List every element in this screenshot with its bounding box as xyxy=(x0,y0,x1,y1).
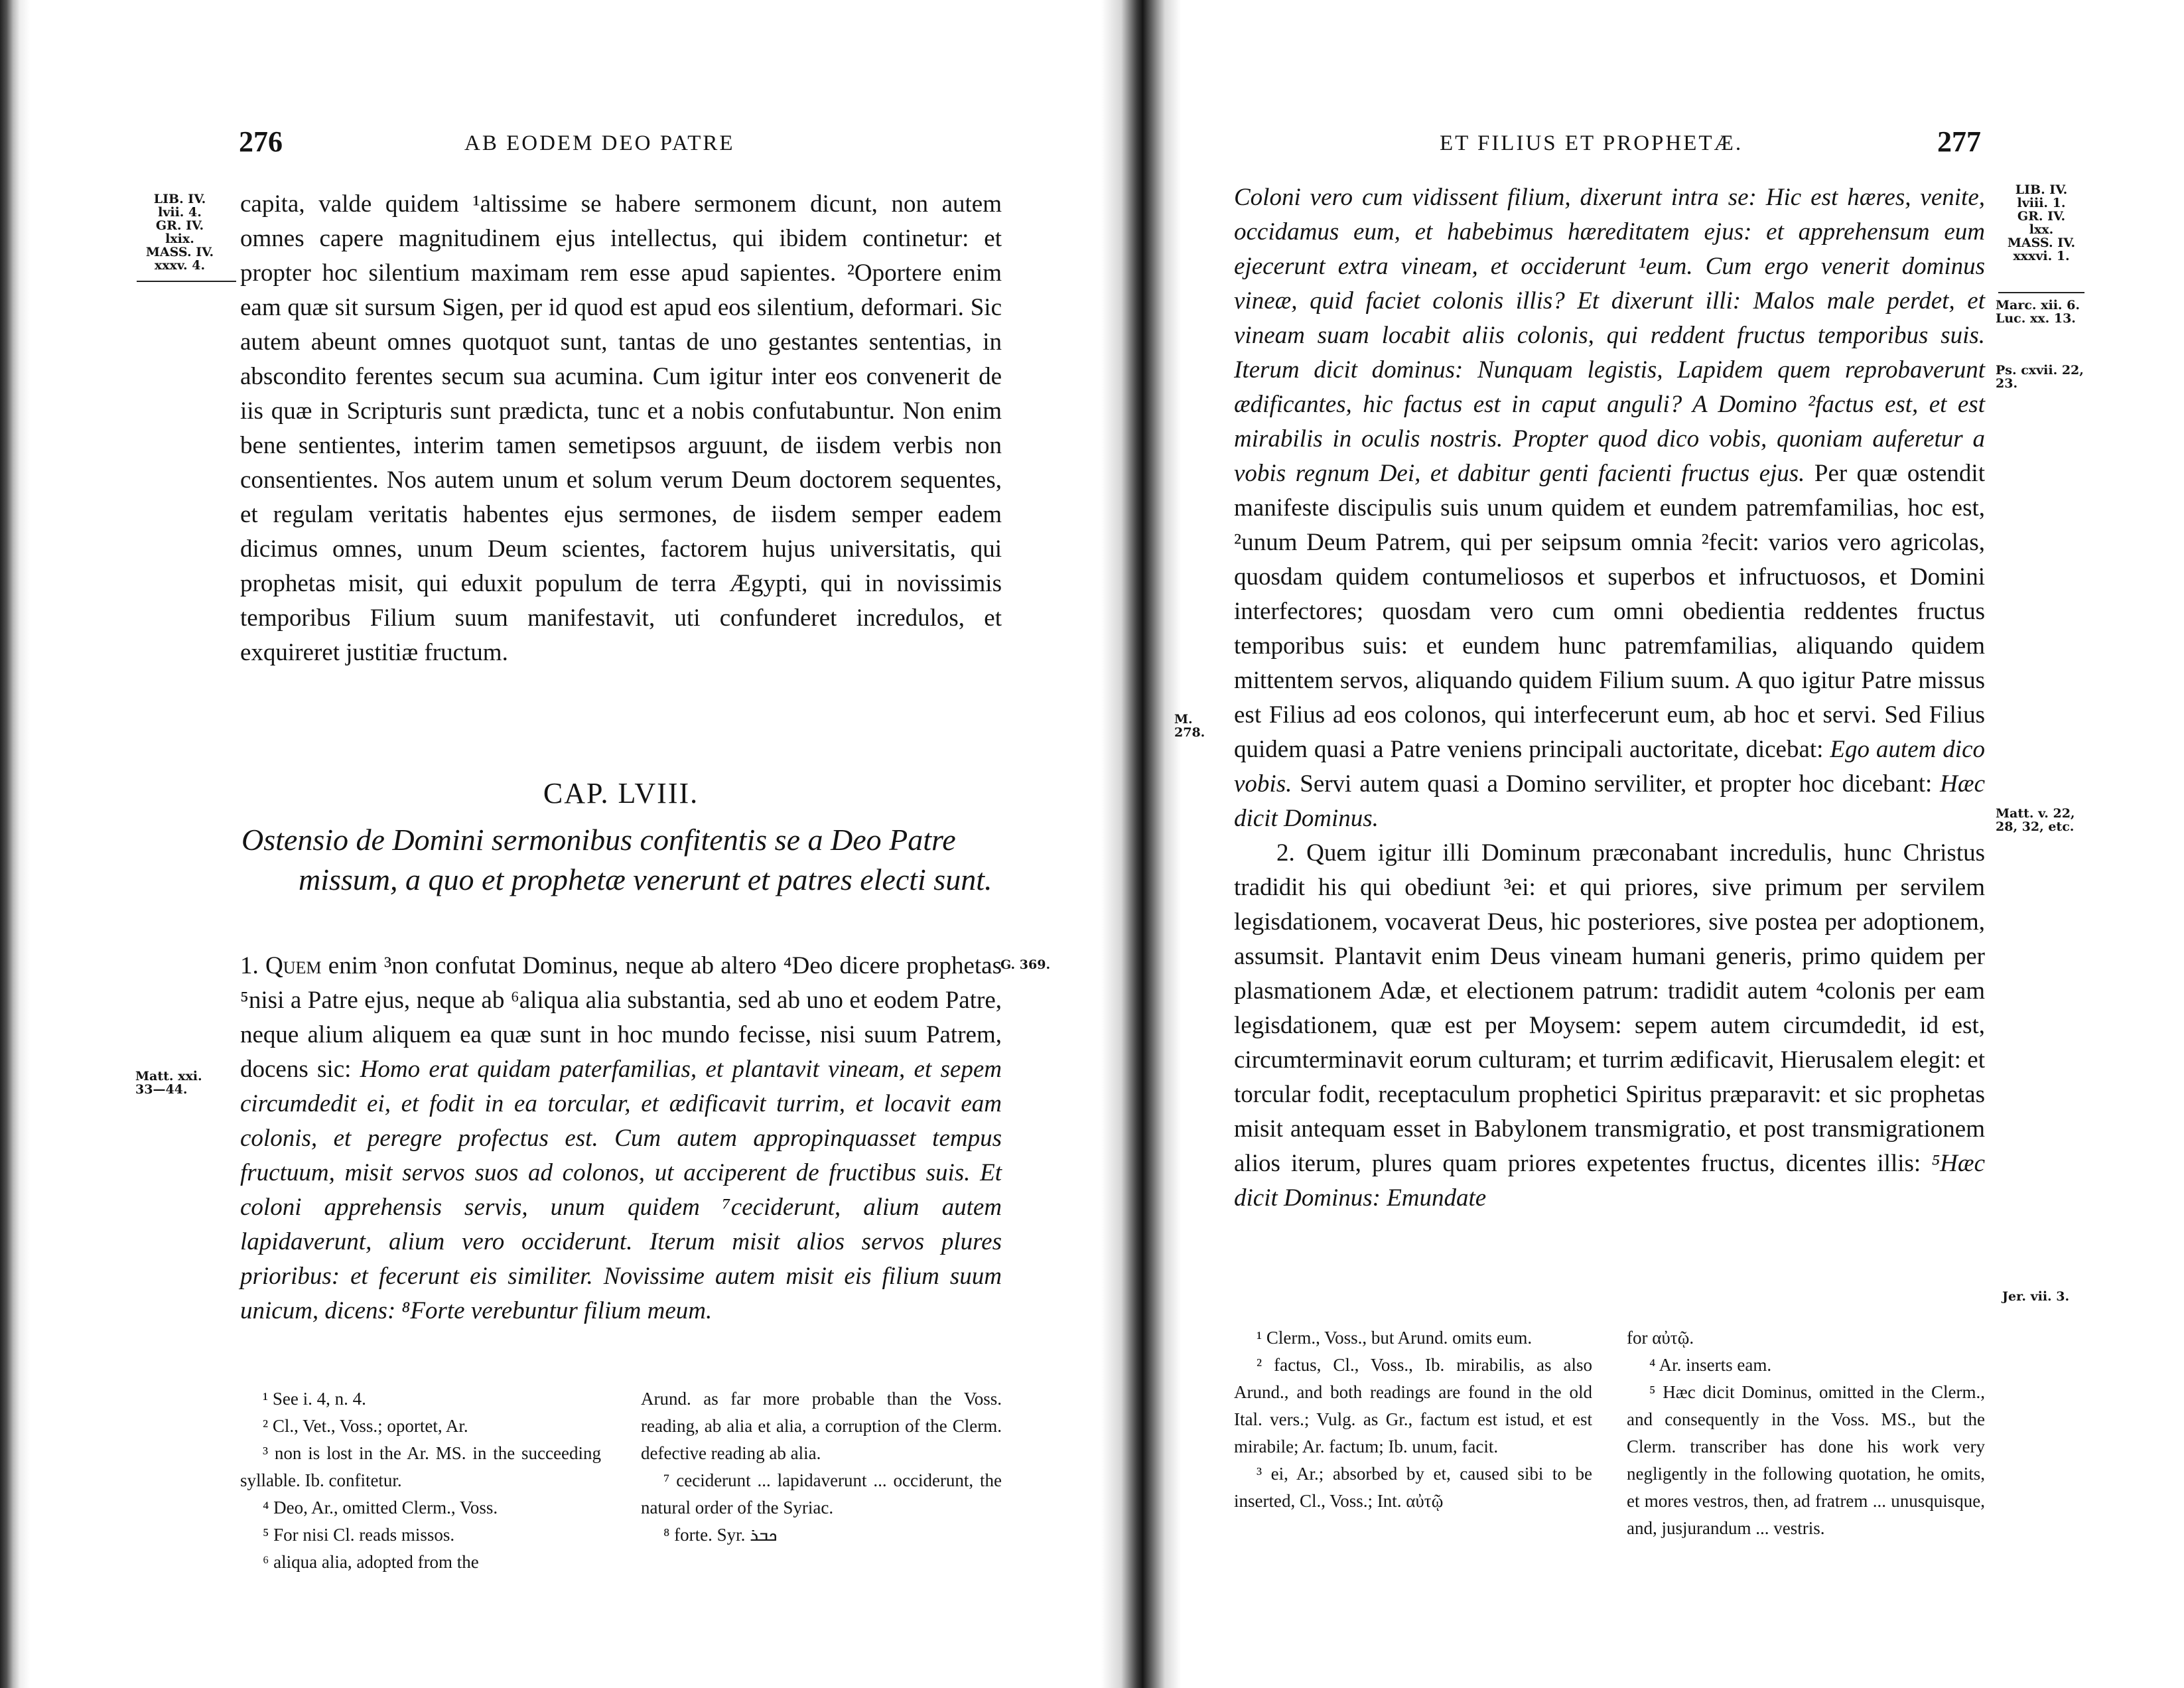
footnote: ¹ See i. 4, n. 4. xyxy=(263,1389,366,1409)
section-text: Quem igitur illi Dominum præconabant incredulis, hunc Christus tradidit his qui obediunt ³ei: et qui priores, sive primum per servilem legisdationem, vocaverat Deus, hic posteriores, sive postea per adoptionem, assumsit. Plantavit enim Deus vineam humani generis, primo quidem per plasmationem Adæ, et electionem patrum: tradidit autem ⁴colonis per eam legisdationem, quæ est per Moysem: sepem autem circumdedit, id est, circumterminavit eorum culturam; et turrim ædificavit, Hierusalem elegit: et torcular fodit, receptaculum prophetici Spiritus præparavit: et sic prophetas misit antequam esset in Babylonem transmigratio, et post transmigrationem alios iterum, plures quam priores expetentes fructus, dicentes illis: xyxy=(1234,839,1985,1177)
footnote: ⁴ Ar. inserts eam. xyxy=(1649,1355,1772,1375)
parable-quotation: Homo erat quidam paterfamilias, et plantavit vineam, et sepem circumdedit ei, et fodit in ea torcular, et ædificavit turrim, et locavit eam colonis, et peregre profectus est. Cum autem appropinquasset tempus fructuum, misit servos suos ad colonos, ut acciperent de fructibus suis. Et coloni apprehensis servis, unum quidem ⁷ceciderunt, alium autem lapidaverunt, alium vero occiderunt. Iterum misit alios servos plures prioribus: et fecerunt eis similiter. Novissime autem misit eis filium suum unicum, dicens: ⁸Forte verebuntur filium meum. xyxy=(240,1056,1002,1324)
footnote: ⁸ forte. Syr. ܟܒܪ xyxy=(663,1525,778,1545)
quotation: Hæc dicit Dominus. xyxy=(1234,770,1985,832)
section-2 xyxy=(1234,836,1985,1216)
footnote: ⁶ aliqua alia, adopted from the xyxy=(263,1552,479,1572)
footnote: for αὐτῷ. xyxy=(1627,1328,1694,1348)
footnote: ⁵ Hæc dicit Dominus, omitted in the Clerm., and consequently in the Voss. MS., but the Clerm. transcriber has done his work very negligently in the following quotation, he omits, et mores vestros, then, ad fratrem ... unusquisque, and, jusjurandum ... vestris. xyxy=(1627,1382,1985,1538)
section-number: 1. xyxy=(240,952,259,979)
margin-reference: LIB. IV. lviii. 1. GR. IV. lxx. MASS. IV. xxxvi. 1. xyxy=(2007,182,2076,263)
footnote: ³ non is lost in the Ar. MS. in the succeeding syllable. Ib. confitetur. xyxy=(240,1443,601,1490)
margin-reference: G. 369. xyxy=(1000,957,1051,972)
margin-rule xyxy=(137,281,236,282)
footnotes-column-2 xyxy=(1627,1324,1985,1542)
footnote: ⁵ For nisi Cl. reads missos. xyxy=(263,1525,455,1545)
running-head: AB EODEM DEO PATRE xyxy=(464,131,735,155)
margin-reference: Marc. xii. 6. Luc. xx. 13. xyxy=(1996,298,2080,326)
quotation: ⁵Hæc dicit Dominus: Emundate xyxy=(1234,1150,1985,1212)
chapter-title: Ostensio de Domini sermonibus confitentis se a Deo Patre missum, a quo et prophetæ venerunt et patres electi sunt. xyxy=(241,823,992,896)
running-head: ET FILIUS ET PROPHETÆ. xyxy=(1440,131,1743,155)
page-number: 276 xyxy=(239,125,283,158)
margin-reference: M. 278. xyxy=(1174,712,1205,740)
margin-reference: Matt. v. 22, 28, 32, etc. xyxy=(1996,806,2075,834)
paragraph-text: capita, valde quidem ¹altissime se habere sermonem dicunt, non autem omnes capere magnitudinem ejus intellectus, qui ibidem continetur: et propter hoc silentium maximam rem esse apud sapientes. ²Oportere enim eam quæ sit sursum Sigen, per id quod est apud eos silentium, deformari. Sic autem abeunt omnes quotquot sunt, tantas de uno gestantes sententias, in abscondito ferentes secum sua acumina. Cum igitur inter eos convenerit de iis quæ in Scripturis sunt prædicta, tunc et a nobis confutabuntur. Non enim bene sentientes, interim tamen semetipsos arguunt, de iisdem verbis non consentientes. Nos autem unum et solum verum Deum doctorem sequentes, et regulam veritatis habentes ejus sermones, de iisdem semper eadem dicimus omnes, unum Deum scientes, factorem hujus universitatis, qui prophetas misit, qui eduxit populum de terra Ægypti, qui in novissimis temporibus Filium suum manifestavit, uti confunderet incredulos, et exquireret justitiæ fructum. xyxy=(240,190,1002,666)
footnotes-column-1 xyxy=(1234,1324,1592,1515)
section-lead-word: Quem xyxy=(265,952,322,979)
book-gutter xyxy=(1101,0,1181,1688)
footnote: ² factus, Cl., Voss., Ib. mirabilis, as also Arund., and both readings are found in the old Ital. vers.; Vulg. as Gr., factum est istud, et est mirabile; Ar. factum; Ib. unum, facit. xyxy=(1234,1355,1592,1456)
footnote: ³ ei, Ar.; absorbed by et, caused sibi to be inserted, Cl., Voss.; Int. αὐτῷ xyxy=(1234,1464,1592,1511)
parable-quotation: Coloni vero cum vidissent filium, dixerunt intra se: Hic est hæres, venite, occidamus eum, et habebimus hæreditatem ejus: et apprehensum eum ejecerunt extra vineam, et occiderunt ¹eum. Cum ergo venerit dominus vineæ, quid faciet colonis illis? Et dixerunt illi: Malos male perdet, et vineam suam locabit aliis colonis, qui reddent fructus temporibus suis. Iterum dicit dominus: Nunquam legistis, Lapidem quem reprobaverunt ædificantes, hic factus est in caput anguli? A Domino ²factus est, et est mirabilis in oculis nostris. Propter quod dico vobis, quoniam auferetur a vobis regnum Dei, et dabitur genti facienti fructus ejus. xyxy=(1234,184,1985,487)
page-number: 277 xyxy=(1937,125,1981,158)
section-number: 2. xyxy=(1276,839,1295,867)
commentary-text: Servi autem quasi a Domino serviliter, et propter hoc dicebant: xyxy=(1292,770,1941,798)
footnotes-column-2 xyxy=(641,1385,1002,1549)
footnote: ⁷ ceciderunt ... lapidaverunt ... occiderunt, the natural order of the Syriac. xyxy=(641,1470,1002,1517)
margin-rule xyxy=(1998,292,2084,293)
footnote: Arund. as far more probable than the Voss. reading, ab alia et alia, a corruption of the Clerm. defective reading ab alia. xyxy=(641,1389,1002,1463)
commentary-text: Per quæ ostendit manifeste discipulis suis unum quidem et eundem patremfamilias, hoc est, ²unum Deum Patrem, qui per seipsum omnia ²fecit: varios vero agricolas, quosdam quidem contumeliosos et superbos et infructuosos, et Domini interfectores; quosdam vero cum omni obedientia reddentes fructus temporibus suis: et eundem hunc patremfamilias, aliquando quidem mittentem servos, aliquando quidem Filium suum. A quo igitur Patre missus est Filius ad eos colonos, qui interfecerunt eum, ab hoc et servi. Sed Filius quidem quasi a Patre veniens principali auctoritate, dicebat: xyxy=(1234,460,1985,763)
footnotes-column-1 xyxy=(240,1385,601,1576)
opening-paragraph xyxy=(240,187,1002,670)
section-1 xyxy=(240,949,1002,1328)
right-page xyxy=(1174,0,2184,1688)
margin-reference: Ps. cxvii. 22, 23. xyxy=(1996,363,2084,391)
margin-reference: Matt. xxi. 33—44. xyxy=(135,1069,202,1097)
right-main-text xyxy=(1234,180,1985,1216)
footnote: ¹ Clerm., Voss., but Arund. omits eum. xyxy=(1257,1328,1533,1348)
quotation: Ego autem dico vobis. xyxy=(1234,736,1985,798)
chapter-heading: CAP. LVIII. xyxy=(543,777,699,809)
footnote: ² Cl., Vet., Voss.; oportet, Ar. xyxy=(263,1416,468,1436)
section-text: enim ³non confutat Dominus, neque ab altero ⁴Deo dicere prophetas ⁵nisi a Patre ejus, neque ab ⁶aliqua alia substantia, sed ab uno et eodem Patre, neque alium aliquem ea quæ sunt in hoc mundo fecisse, nisi suum Patrem, docens sic: xyxy=(240,952,1002,1083)
footnote: ⁴ Deo, Ar., omitted Clerm., Voss. xyxy=(263,1498,498,1517)
margin-reference: LIB. IV. lvii. 4. GR. IV. lxix. MASS. IV. xxxv. 4. xyxy=(145,192,214,273)
margin-reference: Jer. vii. 3. xyxy=(2002,1289,2070,1304)
